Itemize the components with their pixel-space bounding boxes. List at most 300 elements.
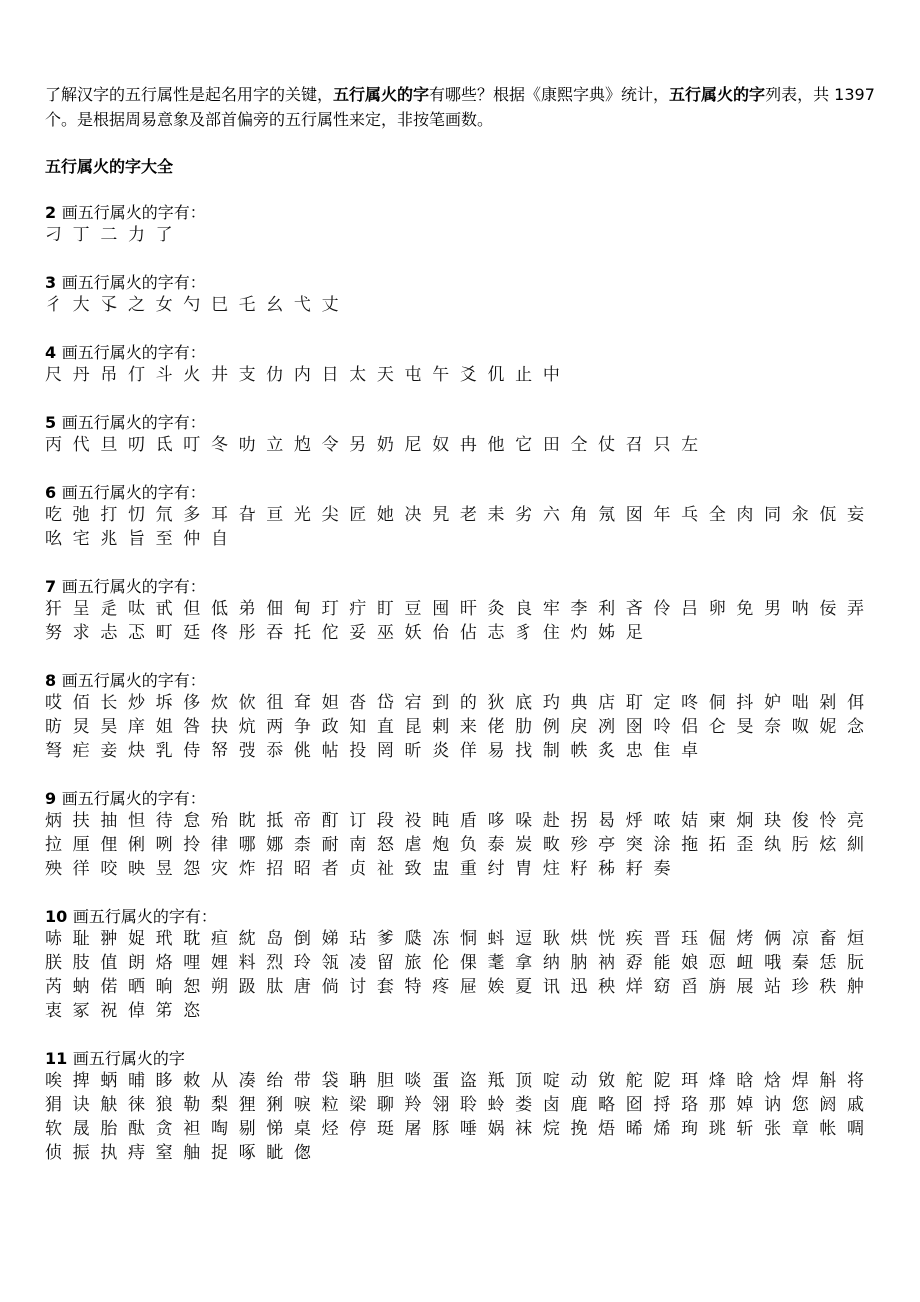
character-item: 丹 xyxy=(72,365,90,385)
section-label: 画五行属火的字有： xyxy=(61,343,206,362)
character-item: 长 xyxy=(100,693,118,713)
character-item: 妮 xyxy=(819,717,837,737)
character-item: 的 xyxy=(459,693,477,713)
character-item: 弛 xyxy=(72,505,90,525)
character-item: 怨 xyxy=(183,859,201,879)
character-item: 盯 xyxy=(376,599,394,619)
character-item: 聊 xyxy=(376,1095,394,1115)
character-item: 烽 xyxy=(708,1071,726,1091)
character-item: 伶 xyxy=(653,599,671,619)
character-item: 佁 xyxy=(432,623,450,643)
character-item: 炭 xyxy=(515,835,533,855)
character-item: 戾 xyxy=(570,717,588,737)
character-item: 耔 xyxy=(625,859,643,879)
character-item: 殆 xyxy=(210,811,228,831)
character-item: 纳 xyxy=(542,953,560,973)
character-item: 焊 xyxy=(791,1071,809,1091)
character-item: 羚 xyxy=(404,1095,422,1115)
character-item: 聆 xyxy=(459,1095,477,1115)
character-item: 忐 xyxy=(100,623,118,643)
character-item: 炸 xyxy=(238,859,256,879)
character-item: 秦 xyxy=(791,953,809,973)
character-item: 佻 xyxy=(293,741,311,761)
character-item: 秩 xyxy=(819,977,837,997)
character-item: 年 xyxy=(653,505,671,525)
character-item: 烘 xyxy=(570,929,588,949)
character-item: 到 xyxy=(432,693,450,713)
character-item: 投 xyxy=(349,741,367,761)
character-item: 窒 xyxy=(155,1143,173,1163)
section-label: 画五行属火的字有： xyxy=(61,483,206,502)
character-item: 敇 xyxy=(183,1071,201,1091)
character-item: 吊 xyxy=(100,365,118,385)
character-item: 致 xyxy=(404,859,422,879)
character-item: 孬 xyxy=(625,953,643,973)
character-item: 冢 xyxy=(72,1001,90,1021)
character-item: 凑 xyxy=(238,1071,256,1091)
character-item: 佞 xyxy=(819,599,837,619)
character-item: 旯 xyxy=(432,505,450,525)
character-item: 啄 xyxy=(238,1143,256,1163)
character-item: 烊 xyxy=(625,977,643,997)
character-item: 妾 xyxy=(100,741,118,761)
character-item: 灸 xyxy=(487,599,505,619)
character-item: 侍 xyxy=(183,741,201,761)
character-item: 午 xyxy=(432,365,450,385)
character-list xyxy=(45,692,875,764)
character-item: 畋 xyxy=(542,835,560,855)
character-item: 吝 xyxy=(625,599,643,619)
character-item: 卓 xyxy=(681,741,699,761)
character-item: 弄 xyxy=(847,599,865,619)
character-item: 酊 xyxy=(321,811,339,831)
character-item: 殄 xyxy=(570,835,588,855)
character-item: 娘 xyxy=(681,953,699,973)
character-item: 拓 xyxy=(708,835,726,855)
character-item: 囡 xyxy=(625,505,643,525)
character-item: 姐 xyxy=(155,717,173,737)
character-item: 那 xyxy=(708,1095,726,1115)
section-label: 画五行属火的字有： xyxy=(61,577,206,596)
character-item: 招 xyxy=(266,859,284,879)
character-item: 另 xyxy=(349,435,367,455)
character-item: 啶 xyxy=(542,1071,560,1091)
character-item: 耒 xyxy=(487,505,505,525)
character-item: 决 xyxy=(404,505,422,525)
character-item: 歪 xyxy=(736,835,754,855)
character-item: 珥 xyxy=(681,1071,699,1091)
character-item: 旃 xyxy=(708,977,726,997)
character-item: 段 xyxy=(376,811,394,831)
stroke-count: 3 xyxy=(45,273,57,292)
character-item: 翀 xyxy=(100,929,118,949)
character-item: 昭 xyxy=(293,859,311,879)
character-item: 豚 xyxy=(432,1119,450,1139)
character-item: 趿 xyxy=(238,977,256,997)
character-item: 旦 xyxy=(100,435,118,455)
character-item: 耽 xyxy=(183,929,201,949)
character-item: 捭 xyxy=(72,1071,90,1091)
character-item: 例 xyxy=(542,717,560,737)
character-item: 晟 xyxy=(72,1119,90,1139)
character-item: 肟 xyxy=(791,835,809,855)
character-item: 吃 xyxy=(45,505,62,525)
character-item: 怜 xyxy=(819,811,837,831)
character-item: 咚 xyxy=(681,693,699,713)
stroke-count: 11 xyxy=(45,1049,68,1068)
character-item: 讷 xyxy=(764,1095,782,1115)
character-item: 免 xyxy=(736,599,754,619)
character-item: 亭 xyxy=(598,835,616,855)
character-item: 盅 xyxy=(432,859,450,879)
character-item: 重 xyxy=(459,859,477,879)
character-item: 剌 xyxy=(432,717,450,737)
character-item: 囹 xyxy=(625,717,643,737)
character-item: 挽 xyxy=(570,1119,588,1139)
character-item: 晞 xyxy=(625,1119,643,1139)
character-item: 舯 xyxy=(847,977,865,997)
character-item: 姞 xyxy=(681,811,699,831)
stroke-section-9 xyxy=(45,788,875,882)
character-item: 祋 xyxy=(404,811,422,831)
character-item: 炙 xyxy=(598,741,616,761)
character-item: 卵 xyxy=(708,599,726,619)
character-item: 斩 xyxy=(736,1119,754,1139)
character-item: 俚 xyxy=(100,835,118,855)
character-item: 振 xyxy=(72,1143,90,1163)
character-item: 衷 xyxy=(45,1001,62,1021)
character-item: 昉 xyxy=(45,717,62,737)
character-item: 啖 xyxy=(404,1071,422,1091)
character-item: 中 xyxy=(542,365,560,385)
character-item: 佴 xyxy=(847,693,865,713)
character-item: 厘 xyxy=(72,835,90,855)
character-item: 勺 xyxy=(183,295,201,315)
character-item: 自 xyxy=(210,529,228,549)
character-item: 恫 xyxy=(459,929,477,949)
character-item: 婥 xyxy=(736,1095,754,1115)
character-item: 耐 xyxy=(321,835,339,855)
character-item: 姊 xyxy=(598,623,616,643)
character-item: 店 xyxy=(598,693,616,713)
character-item: 悌 xyxy=(266,1119,284,1139)
character-item: 订 xyxy=(349,811,367,831)
character-item: 它 xyxy=(515,435,533,455)
character-item: 亘 xyxy=(266,505,284,525)
character-item: 炯 xyxy=(736,811,754,831)
character-item: 旻 xyxy=(736,717,754,737)
character-list xyxy=(45,928,875,1024)
character-item: 律 xyxy=(210,835,228,855)
character-item: 尖 xyxy=(321,505,339,525)
character-item: 沓 xyxy=(349,693,367,713)
character-item: 帑 xyxy=(210,741,228,761)
section-title xyxy=(45,412,875,434)
character-item: 乇 xyxy=(238,295,256,315)
character-item: 阸 xyxy=(653,1071,671,1091)
character-item: 冻 xyxy=(432,929,450,949)
character-item: 卤 xyxy=(542,1095,560,1115)
character-item: 略 xyxy=(598,1095,616,1115)
character-item: 耄 xyxy=(487,953,505,973)
character-item: 忝 xyxy=(266,741,284,761)
character-item: 晡 xyxy=(127,1071,145,1091)
intro-text: 了解汉字的五行属性是起名用字的关键， xyxy=(45,85,334,104)
character-item: 廷 xyxy=(183,623,201,643)
character-item: 啕 xyxy=(210,1119,228,1139)
character-item: 忠 xyxy=(625,741,643,761)
character-item: 争 xyxy=(293,717,311,737)
character-item: 屉 xyxy=(459,977,477,997)
character-item: 牢 xyxy=(542,599,560,619)
character-item: 尺 xyxy=(45,365,62,385)
character-item: 光 xyxy=(293,505,311,525)
character-item: 烙 xyxy=(155,953,173,973)
document-page xyxy=(45,82,875,1166)
character-item: 来 xyxy=(459,717,477,737)
character-item: 眵 xyxy=(155,1071,173,1091)
character-item: 佃 xyxy=(266,599,284,619)
character-item: 只 xyxy=(653,435,671,455)
character-item: 俩 xyxy=(764,929,782,949)
character-item: 内 xyxy=(293,365,311,385)
character-item: 绐 xyxy=(266,1071,284,1091)
character-item: 偬 xyxy=(293,1143,311,1163)
stroke-section-3 xyxy=(45,272,875,318)
character-item: 酞 xyxy=(127,1119,145,1139)
character-item: 女 xyxy=(155,295,173,315)
character-item: 罔 xyxy=(376,741,394,761)
character-item: 令 xyxy=(321,435,339,455)
character-item: 打 xyxy=(100,505,118,525)
character-item: 叻 xyxy=(238,435,256,455)
character-item: 奏 xyxy=(653,859,671,879)
character-item: 炒 xyxy=(127,693,145,713)
character-item: 唾 xyxy=(459,1119,477,1139)
section-title xyxy=(45,576,875,598)
section-label: 画五行属火的字 xyxy=(72,1049,185,1068)
character-item: 纣 xyxy=(487,859,505,879)
section-title xyxy=(45,202,875,224)
character-item: 袒 xyxy=(183,1119,201,1139)
section-title xyxy=(45,482,875,504)
character-item: 舵 xyxy=(625,1071,643,1091)
character-item: 夏 xyxy=(515,977,533,997)
character-item: 焓 xyxy=(764,1071,782,1091)
character-item: 咎 xyxy=(183,717,201,737)
character-list xyxy=(45,810,875,882)
character-item: 芮 xyxy=(45,977,62,997)
character-item: 念 xyxy=(847,717,865,737)
character-item: 佬 xyxy=(487,717,505,737)
character-item: 扶 xyxy=(72,811,90,831)
character-item: 瓴 xyxy=(321,953,339,973)
character-item: 展 xyxy=(736,977,754,997)
character-item: 玦 xyxy=(764,811,782,831)
character-item: 斗 xyxy=(155,365,173,385)
character-item: 咄 xyxy=(791,693,809,713)
character-item: 能 xyxy=(653,953,671,973)
character-item: 怛 xyxy=(127,811,145,831)
character-item: 冽 xyxy=(598,717,616,737)
character-item: 抉 xyxy=(210,717,228,737)
character-item: 玓 xyxy=(542,693,560,713)
character-item: 娖 xyxy=(127,929,145,949)
character-list xyxy=(45,434,875,458)
character-item: 玎 xyxy=(321,599,339,619)
character-item: 侦 xyxy=(45,1143,62,1163)
character-item: 弢 xyxy=(238,741,256,761)
stroke-section-2 xyxy=(45,202,875,248)
character-item: 翎 xyxy=(432,1095,450,1115)
character-item: 讯 xyxy=(542,977,560,997)
character-item: 岱 xyxy=(376,693,394,713)
character-item: 止 xyxy=(515,365,533,385)
character-item: 哆 xyxy=(487,811,505,831)
character-item: 蚪 xyxy=(487,929,505,949)
character-item: 伦 xyxy=(432,953,450,973)
character-item: 待 xyxy=(155,811,173,831)
character-item: 捋 xyxy=(653,1095,671,1115)
character-item: 袜 xyxy=(515,1119,533,1139)
character-item: 柰 xyxy=(293,835,311,855)
character-item: 娌 xyxy=(210,953,228,973)
character-item: 托 xyxy=(293,623,311,643)
character-item: 呈 xyxy=(72,599,90,619)
character-item: 迅 xyxy=(570,977,588,997)
character-item: 肽 xyxy=(266,977,284,997)
character-item: 倘 xyxy=(321,977,339,997)
character-item: 仲 xyxy=(183,529,201,549)
character-list xyxy=(45,294,875,318)
section-label: 画五行属火的字有： xyxy=(61,789,206,808)
character-item: 负 xyxy=(459,835,477,855)
character-item: 支 xyxy=(238,365,256,385)
character-item: 从 xyxy=(210,1071,228,1091)
character-item: 炫 xyxy=(819,835,837,855)
character-item: 良 xyxy=(515,599,533,619)
stroke-count: 5 xyxy=(45,413,57,432)
character-item: 旮 xyxy=(238,505,256,525)
character-item: 昱 xyxy=(155,859,173,879)
section-title xyxy=(45,342,875,364)
character-item: 呶 xyxy=(791,717,809,737)
character-item: 玳 xyxy=(155,929,173,949)
character-item: 狼 xyxy=(155,1095,173,1115)
character-item: 套 xyxy=(376,977,394,997)
character-item: 甙 xyxy=(155,599,173,619)
character-item: 旨 xyxy=(127,529,145,549)
character-item: 倔 xyxy=(708,929,726,949)
character-item: 他 xyxy=(487,435,505,455)
stroke-section-7 xyxy=(45,576,875,646)
character-item: 玲 xyxy=(293,953,311,973)
intro-emphasis: 五行属火的字 xyxy=(669,85,766,104)
character-item: 犴 xyxy=(45,599,62,619)
character-item: 老 xyxy=(459,505,477,525)
character-item: 仂 xyxy=(266,365,284,385)
character-item: 眈 xyxy=(238,811,256,831)
character-item: 求 xyxy=(72,623,90,643)
section-title xyxy=(45,670,875,692)
character-item: 直 xyxy=(376,717,394,737)
character-item: 易 xyxy=(487,741,505,761)
character-item: 住 xyxy=(542,623,560,643)
character-item: 火 xyxy=(183,365,201,385)
character-item: 烀 xyxy=(625,811,643,831)
character-item: 顶 xyxy=(515,1071,533,1091)
character-item: 舳 xyxy=(183,1143,201,1163)
character-item: 佤 xyxy=(819,505,837,525)
character-item: 蛉 xyxy=(487,1095,505,1115)
character-item: 叨 xyxy=(127,435,145,455)
character-item: 男 xyxy=(764,599,782,619)
character-item: 太 xyxy=(349,365,367,385)
character-item: 唳 xyxy=(293,1095,311,1115)
character-item: 贪 xyxy=(155,1119,173,1139)
stroke-count: 2 xyxy=(45,203,57,222)
character-list xyxy=(45,364,875,388)
character-item: 珍 xyxy=(791,977,809,997)
character-item: 胄 xyxy=(515,859,533,879)
stroke-count: 10 xyxy=(45,907,68,926)
character-item: 氐 xyxy=(155,435,173,455)
character-item: 偌 xyxy=(100,977,118,997)
character-item: 盗 xyxy=(459,1071,477,1091)
character-item: 焐 xyxy=(598,1119,616,1139)
character-item: 怒 xyxy=(376,835,394,855)
character-item: 疔 xyxy=(349,599,367,619)
character-item: 佔 xyxy=(459,623,477,643)
character-item: 志 xyxy=(487,623,505,643)
character-item: 烤 xyxy=(736,929,754,949)
character-item: 盾 xyxy=(459,811,477,831)
character-item: 凌 xyxy=(349,953,367,973)
character-item: 幺 xyxy=(266,295,284,315)
sections-container xyxy=(45,202,875,1166)
character-item: 大 xyxy=(72,295,90,315)
character-item: 兆 xyxy=(100,529,118,549)
character-item: 隹 xyxy=(653,741,671,761)
character-item: 狷 xyxy=(45,1095,62,1115)
character-item: 哩 xyxy=(183,953,201,973)
character-item: 仝 xyxy=(570,435,588,455)
character-item: 胆 xyxy=(376,1071,394,1091)
character-item: 灾 xyxy=(210,859,228,879)
character-item: 拎 xyxy=(183,835,201,855)
character-item: 珧 xyxy=(708,1119,726,1139)
character-item: 田 xyxy=(542,435,560,455)
character-item: 炳 xyxy=(45,811,62,831)
character-item: 蛋 xyxy=(432,1071,450,1091)
character-item: 定 xyxy=(653,693,671,713)
character-item: 柬 xyxy=(708,811,726,831)
character-item: 瓞 xyxy=(404,929,422,949)
character-list xyxy=(45,504,875,552)
character-item: 全 xyxy=(708,505,726,525)
character-item: 囵 xyxy=(625,1095,643,1115)
character-item: 岛 xyxy=(266,929,284,949)
character-item: 映 xyxy=(127,859,145,879)
section-label: 画五行属火的字有： xyxy=(61,273,206,292)
character-item: 妖 xyxy=(404,623,422,643)
character-item: 烷 xyxy=(542,1119,560,1139)
character-item: 爹 xyxy=(376,929,394,949)
character-item: 之 xyxy=(127,295,145,315)
character-item: 佽 xyxy=(238,693,256,713)
character-item: 者 xyxy=(321,859,339,879)
intro-emphasis: 五行属火的字 xyxy=(333,85,430,104)
